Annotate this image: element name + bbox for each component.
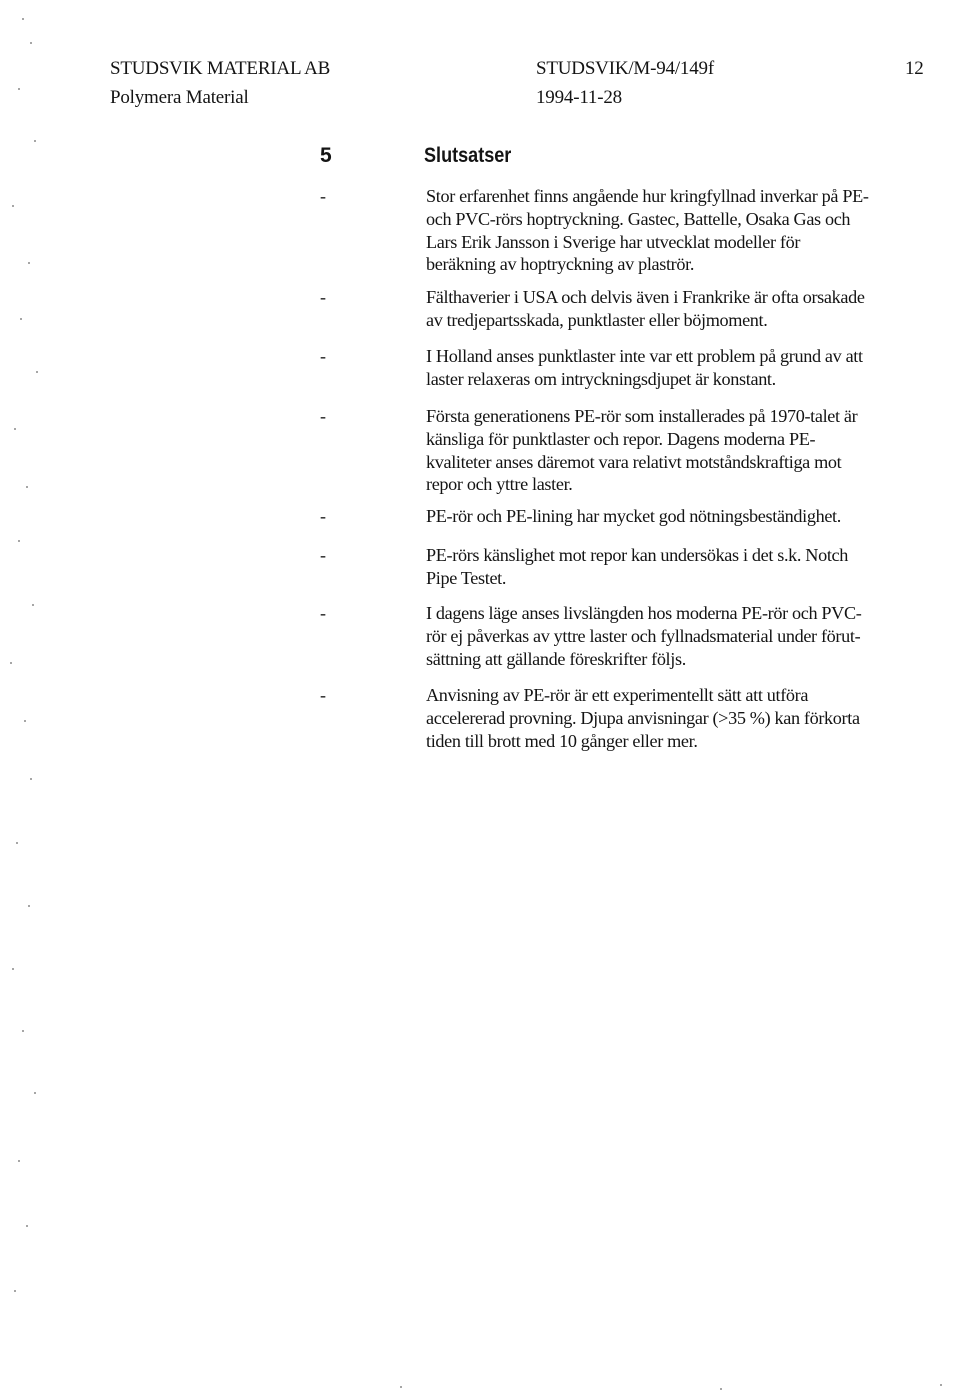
bullet-line: av tredjepartsskada, punktlaster eller böjmoment. <box>426 309 768 330</box>
section-number: 5 <box>320 144 332 167</box>
bullet-line: laster relaxeras om intryckningsdjupet är konstant. <box>426 368 776 389</box>
bullet-text <box>426 684 926 752</box>
bullet-dash: - <box>320 685 326 705</box>
bullet-line: beräkning av hoptryckning av plaströr. <box>426 254 695 275</box>
header-department: Polymera Material <box>110 87 249 108</box>
bullet-dash: - <box>320 545 326 565</box>
header-report-id: STUDSVIK/M-94/149f <box>536 58 714 79</box>
bullet-line: Lars Erik Jansson i Sverige har utvecklat modeller för <box>426 231 801 252</box>
bullet-line: sättning att gällande föreskrifter följs. <box>426 648 686 669</box>
bullet-line: Pipe Testet. <box>426 567 507 588</box>
bullet-line: PE-rörs känslighet mot repor kan undersökas i det s.k. Notch <box>426 545 848 565</box>
header-page-number: 12 <box>905 58 924 79</box>
bullet-text <box>426 345 926 391</box>
bullet-line: kvaliteter anses däremot vara relativt motståndskraftiga mot <box>426 451 842 472</box>
bullet-dash: - <box>320 186 326 206</box>
bullet-line: Fälthaverier i USA och delvis även i Frankrike är ofta orsakade <box>426 287 865 307</box>
bullet-line: och PVC-rörs hoptryckning. Gastec, Battelle, Osaka Gas och <box>426 208 851 229</box>
bullet-line: Anvisning av PE-rör är ett experimentellt sätt att utföra <box>426 685 809 705</box>
bullet-line: PE-rör och PE-lining har mycket god nötningsbeständighet. <box>426 506 841 526</box>
bullet-dash: - <box>320 506 326 526</box>
bullet-line: I Holland anses punktlaster inte var ett problem på grund av att <box>426 346 863 366</box>
bullet-dash: - <box>320 603 326 623</box>
bullet-line: Första generationens PE-rör som installerades på 1970-talet är <box>426 406 858 426</box>
bullet-line: rör ej påverkas av yttre laster och fyllnadsmaterial under förut- <box>426 625 861 646</box>
bullet-line: tiden till brott med 10 gånger eller mer. <box>426 730 698 751</box>
bullet-line: Stor erfarenhet finns angående hur kringfyllnad inverkar på PE- <box>426 186 869 206</box>
bullet-line: repor och yttre laster. <box>426 474 573 495</box>
header-company: STUDSVIK MATERIAL AB <box>110 58 331 79</box>
bullet-line: känsliga för punktlaster och repor. Dagens moderna PE- <box>426 428 816 449</box>
bullet-text <box>426 405 926 496</box>
header-date: 1994-11-28 <box>536 87 622 108</box>
bullet-dash: - <box>320 287 326 307</box>
bullet-text <box>426 505 926 528</box>
bullet-text <box>426 544 926 590</box>
bullet-dash: - <box>320 406 326 426</box>
bullet-dash: - <box>320 346 326 366</box>
bullet-text <box>426 286 926 332</box>
bullet-line: accelererad provning. Djupa anvisningar (>35 %) kan förkorta <box>426 707 860 728</box>
bullet-line: I dagens läge anses livslängden hos moderna PE-rör och PVC- <box>426 603 862 623</box>
bullet-text <box>426 185 926 276</box>
bullet-text <box>426 602 926 670</box>
section-title: Slutsatser <box>424 144 512 167</box>
